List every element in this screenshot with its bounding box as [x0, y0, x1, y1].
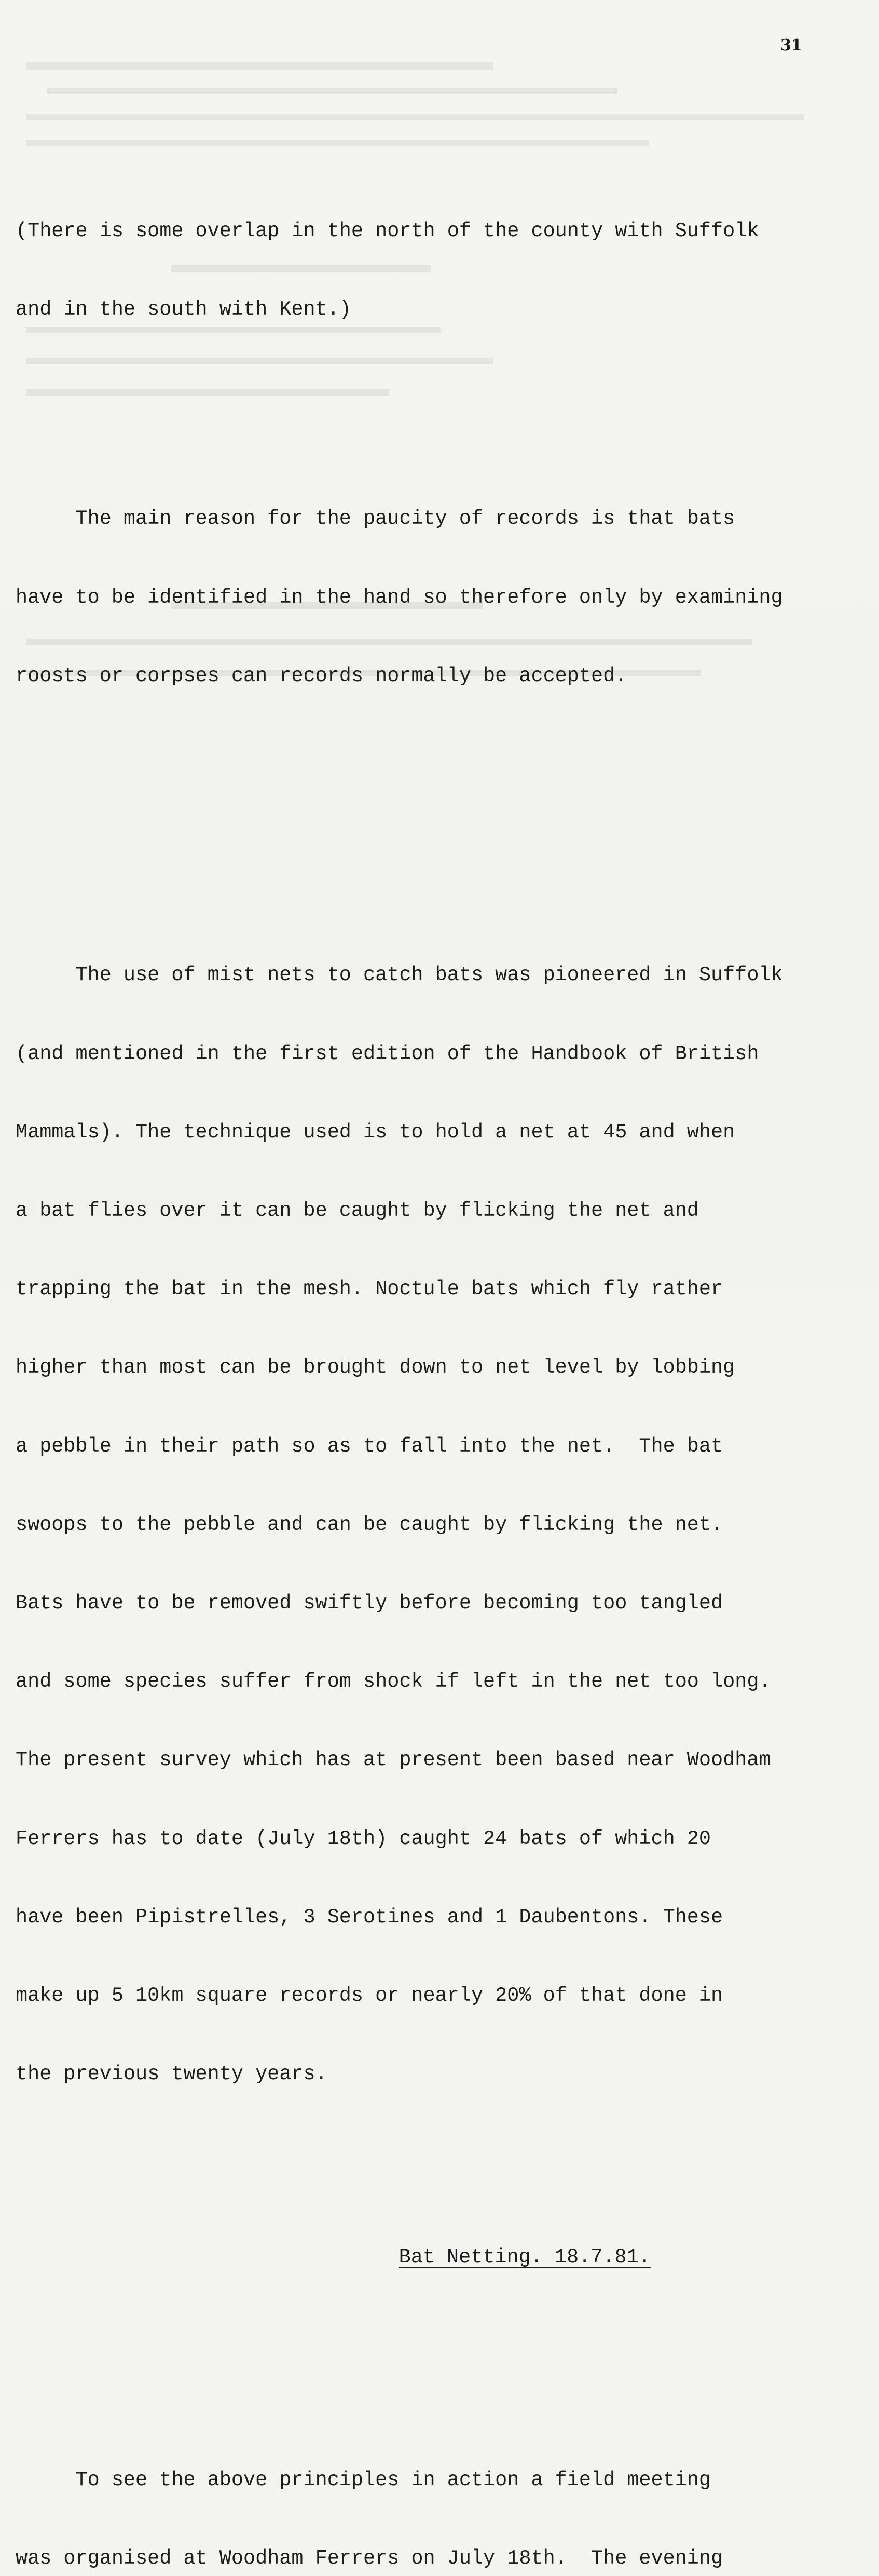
text-line: the previous twenty years.: [16, 2063, 327, 2086]
paragraph-paucity-of-records: [16, 454, 867, 741]
text-line: and some species suffer from shock if left in the net too long.: [16, 1670, 771, 1693]
section-heading-text: Bat Netting. 18.7.81.: [399, 2246, 651, 2269]
section-heading: [16, 2218, 867, 2269]
text-line: trapping the bat in the mesh. Noctule bats which fly rather: [16, 1278, 723, 1301]
text-line: higher than most can be brought down to net level by lobbing: [16, 1356, 735, 1379]
paragraph-field-meeting: [16, 2415, 867, 2576]
text-line: (There is some overlap in the north of the county with Suffolk: [16, 220, 759, 243]
text-line: a pebble in their path so as to fall into the net. The bat: [16, 1434, 723, 1458]
text-line: Mammals). The technique used is to hold a net at 45 and when: [16, 1120, 735, 1144]
paragraph-spacer: [16, 820, 867, 831]
text-line: roosts or corpses can records normally be accepted.: [16, 664, 627, 687]
text-line: (and mentioned in the first edition of the Handbook of British: [16, 1042, 759, 1065]
text-line: a bat flies over it can be caught by flicking the net and: [16, 1199, 699, 1222]
text-line: and in the south with Kent.): [16, 298, 351, 321]
text-line: was organised at Woodham Ferrers on July 18th. The evening: [16, 2547, 723, 2570]
text-line: have to be identified in the hand so therefore only by examining: [16, 586, 783, 609]
text-line: The main reason for the paucity of records is that bats: [16, 507, 735, 531]
text-line: The present survey which has at present been based near Woodham: [16, 1748, 771, 1772]
text-line: Bats have to be removed swiftly before becoming too tangled: [16, 1591, 723, 1615]
paragraph-county-overlap: [16, 166, 867, 375]
text-line: swoops to the pebble and can be caught by flicking the net.: [16, 1513, 723, 1536]
text-line: The use of mist nets to catch bats was pioneered in Suffolk: [16, 964, 783, 987]
text-line: make up 5 10km square records or nearly 20% of that done in: [16, 1984, 723, 2007]
text-line: Ferrers has to date (July 18th) caught 24 bats of which 20: [16, 1827, 711, 1850]
paragraph-mist-nets: [16, 910, 867, 2140]
text-line: To see the above principles in action a field meeting: [16, 2469, 711, 2492]
text-line: have been Pipistrelles, 3 Serotines and 1 Daubentons. These: [16, 1905, 723, 1929]
page-number: 31: [780, 36, 802, 55]
paragraph-spacer: [16, 2323, 867, 2336]
body-text: [16, 87, 867, 2576]
